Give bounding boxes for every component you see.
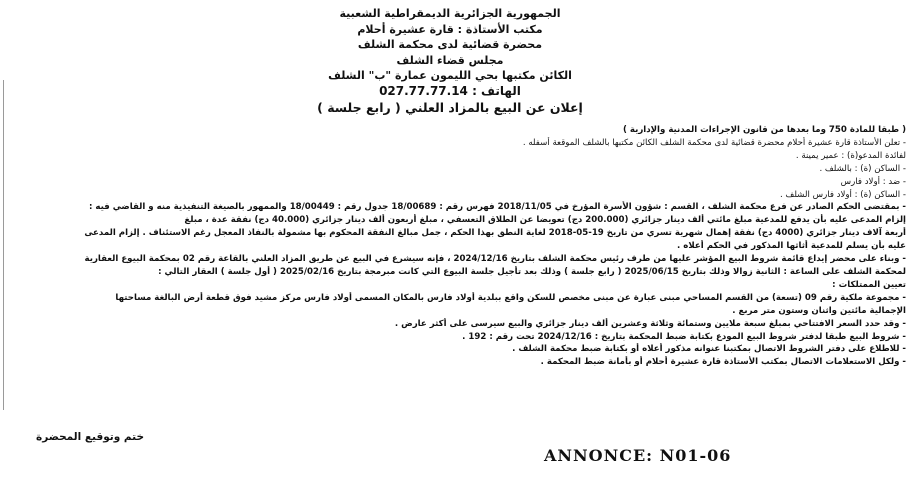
announcer-line: - تعلن الأستاذة قارة عشيرة أحلام محضرة قضائية لدى محكمة الشلف الكائن مكتبها بالشلف الموقعة أسفله . [522, 137, 906, 148]
consult-conditions-line: - للاطلاع على دفتر الشروط الاتصال بمكتبنا عنوانه مذكور أعلاه أو بكتابة ضبط محكمة الشلف . [512, 344, 906, 355]
office-address: الكائن مكتبها بحي الليمون عمارة "ب" الشلف [328, 69, 572, 82]
left-border-line [3, 80, 4, 410]
property-line-1: - مجموعة ملكية رقم 09 (تسعة) من القسم المساحي مبنى عبارة عن مبنى مخصص للسكن واقع ببلدية أولاد فارس بالمكان المسمى أولاد فارس مركز مشيد فوق قطعة أرض البالغة مساحتها [115, 292, 906, 303]
property-line-2: الإجمالية مائتين واثنان وستون متر مربع . [732, 305, 906, 316]
defendant-residence: - الساكن (ة) : أولاد فارس الشلف . [779, 189, 906, 200]
header-block [220, 6, 680, 116]
judgment-line-1: - بمقتضى الحكم الصادر عن فرع محكمة الشلف ، القسم : شؤون الأسرة المؤرخ في 2018/11/05 فهرس رقم : 18/00689 جدول رقم : 18/00449 والممهور بالصيغة التنفيذية منه و القاضي فيه : [88, 202, 906, 213]
sale-notice-line-1: - وبناء على محضر إيداع قائمة شروط البيع المؤشر عليها من طرف رئيس محكمة الشلف بتاريخ 2024/12/16 ، فإنه سيشرع في البيع عن طريق المزاد العلني بالقاعة رقم 02 بمحكمة البيوع العقارية [84, 254, 906, 265]
annonce-number: ANNONCE: N01-06 [544, 446, 732, 465]
republic-name: الجمهورية الجزائرية الديمقراطية الشعبية [339, 7, 561, 20]
signature-label: ختم وتوقيع المحضرة [36, 431, 145, 443]
property-heading: تعيين الممتلكات : [832, 279, 906, 290]
legal-basis: ( طبقا للمادة 750 وما بعدها من قانون الإجراءات المدنية والإدارية ) [623, 125, 906, 135]
defendant-line: - ضد : أولاد فارس [840, 176, 906, 187]
announcement-title: إعلان عن البيع بالمزاد العلني ( رابع جلسة ) [317, 100, 583, 115]
bailiff-title: محضرة قضائية لدى محكمة الشلف [357, 38, 543, 51]
judgment-line-3: أربعة آلاف دينار جزائري (4000 دج) نفقة إهمال شهرية تسري من تاريخ 19-05-2018 لغاية النطق بهذا الحكم ، جمل مبالغ النفقة المحكوم بها مشمولة بالنفاذ المعجل رغم الاستئناف . إلزام المدعى [84, 228, 906, 239]
judgment-line-2: إلزام المدعى عليه بأن يدفع للمدعية مبلغ مائتي ألف دينار جزائري (200.000 دج) تعويضا عن الطلاق التعسفي ، مبلغ أربعون ألف دينار جزائري (40.000 دج) نفقة عدة ، مبلغ [184, 215, 906, 226]
office-name: مكتب الأستاذة : قارة عشيرة أحلام [357, 22, 543, 36]
judgment-line-4: عليه بأن يسلم للمدعية أثاثها المذكور في الحكم أعلاه . [677, 241, 906, 252]
office-phone: الهاتف : 027.77.77.14 [379, 83, 521, 98]
sale-conditions-line: - شروط البيع طبقا لدفتر شروط البيع المودع بكتابة ضبط المحكمة بتاريخ : 2024/12/16 تحت رقم : 192 . [462, 331, 906, 342]
opening-price-line: - وقد حدد السعر الافتتاحي بمبلغ سبعة ملايين وستمائة وثلاثة وعشرين ألف دينار جزائري والبيع سيرسى على أكثر عارض . [394, 318, 906, 329]
sale-notice-line-2: لمحكمة الشلف على الساعة : الثانية زوالا وذلك بتاريخ 2025/06/15 ( رابع جلسة ) وذلك بعد تأجيل جلسة البيوع التي كانت مبرمجة بتاريخ 2025/02/16 ( أول جلسة ) العقار التالي : [158, 266, 906, 277]
inquiries-line: - ولكل الاستعلامات الاتصال بمكتب الأستاذة قارة عشيرة أحلام أو بأمانة ضبط المحكمة . [540, 357, 906, 368]
beneficiary-residence: - الساكن (ة) : بالشلف . [819, 163, 906, 174]
beneficiary-line: لفائدة المدعو(ة) : عمير يمينة . [795, 150, 906, 161]
announcement-body [6, 124, 906, 369]
court-council: مجلس قضاء الشلف [396, 53, 504, 67]
